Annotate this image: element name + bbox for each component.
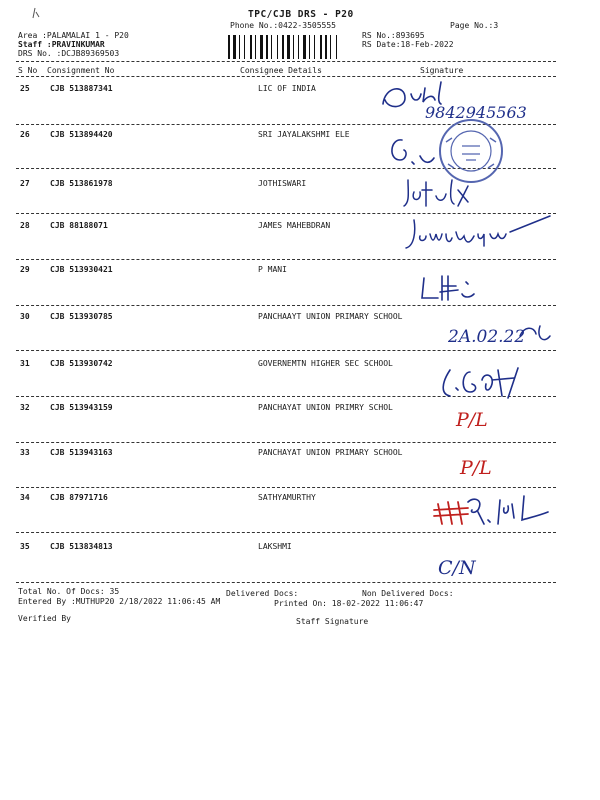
barcode-bar	[244, 35, 245, 59]
barcode-bar	[266, 35, 268, 59]
col-signature: Signature	[420, 66, 464, 75]
barcode-bar	[314, 35, 315, 59]
row-consignee: LAKSHMI	[258, 542, 292, 551]
doc-title: TPC/CJB DRS - P20	[248, 9, 354, 20]
barcode-bar	[298, 35, 299, 59]
barcode-bar	[239, 35, 240, 59]
drs-number: DRS No. :DCJB89369503	[18, 49, 120, 58]
barcode-bar	[323, 35, 324, 59]
rs-number: RS No.:893695	[362, 31, 425, 40]
barcode-bar	[309, 35, 310, 59]
row-sno: 35	[20, 542, 30, 551]
barcode-bar	[279, 35, 281, 59]
mark-row-32	[452, 400, 502, 434]
barcode-bar	[253, 35, 254, 59]
barcode-bar	[307, 35, 308, 59]
row-consignment: CJB 513894420	[50, 130, 113, 139]
row-consignment: CJB 88188071	[50, 221, 108, 230]
mark-row-33	[456, 448, 506, 482]
row-consignment: CJB 513887341	[50, 84, 113, 93]
barcode-bar	[264, 35, 265, 59]
staff-label: Staff :PRAVINKUMAR	[18, 40, 105, 49]
barcode-bar	[291, 35, 292, 59]
barcode-bar	[231, 35, 232, 59]
barcode-bar	[325, 35, 327, 59]
col-consignment: Consignment No	[47, 66, 115, 75]
row-sno: 25	[20, 84, 30, 93]
row-divider	[16, 259, 556, 260]
mark-row-32-text: P/L	[456, 409, 488, 431]
barcode-bar	[277, 35, 278, 59]
signature-row-30-text: 2A.02.22	[448, 327, 526, 347]
row-sno: 32	[20, 403, 30, 412]
signature-row-29	[418, 272, 488, 306]
mark-row-35	[434, 548, 494, 582]
barcode	[228, 35, 352, 59]
barcode-bar	[320, 35, 322, 59]
header-divider-top	[16, 61, 556, 62]
col-sno: S No	[18, 66, 38, 75]
signature-row-26	[384, 130, 444, 175]
barcode-bar	[233, 35, 236, 59]
barcode-bar	[330, 35, 331, 59]
barcode-bar	[257, 35, 259, 59]
printed-on: Printed On: 18-02-2022 11:06:47	[274, 599, 424, 608]
barcode-bar	[241, 35, 243, 59]
row-sno: 31	[20, 359, 30, 368]
area-label: Area :PALAMALAI 1 - P20	[18, 31, 129, 40]
row-consignee: JOTHISWARI	[258, 179, 307, 188]
signature-row-31	[436, 362, 536, 402]
row-consignment: CJB 513943163	[50, 448, 113, 457]
row-consignment: CJB 513930421	[50, 265, 113, 274]
barcode-bar	[269, 35, 270, 59]
signature-row-34	[428, 490, 568, 532]
barcode-bar	[338, 35, 340, 59]
barcode-bar	[255, 35, 256, 59]
row-divider	[16, 487, 556, 488]
row-consignment: CJB 513861978	[50, 179, 113, 188]
corner-mark	[30, 4, 44, 20]
barcode-bar	[228, 35, 230, 59]
row-consignee: LIC OF INDIA	[258, 84, 316, 93]
barcode-bar	[250, 35, 252, 59]
barcode-bar	[285, 35, 286, 59]
row-consignment: CJB 87971716	[50, 493, 108, 502]
footer-divider	[16, 582, 556, 583]
row-consignment: CJB 513930742	[50, 359, 113, 368]
row-consignee: SATHYAMURTHY	[258, 493, 316, 502]
delivered-docs: Delivered Docs:	[226, 589, 299, 598]
row-sno: 30	[20, 312, 30, 321]
row-sno: 33	[20, 448, 30, 457]
rs-date: RS Date:18-Feb-2022	[362, 40, 454, 49]
non-delivered-docs: Non Delivered Docs:	[362, 589, 454, 598]
mark-row-35-text: C/N	[438, 557, 476, 579]
row-consignment: CJB 513834813	[50, 542, 113, 551]
barcode-bar	[282, 35, 284, 59]
barcode-bar	[332, 35, 335, 59]
staff-signature: Staff Signature	[296, 617, 369, 626]
signature-phone-text: 9842945563	[425, 103, 527, 122]
barcode-bar	[260, 35, 263, 59]
row-consignee: PANCHAYAT UNION PRIMRY SCHOL	[258, 403, 393, 412]
barcode-bar	[303, 35, 306, 59]
barcode-bar	[311, 35, 313, 59]
total-docs: Total No. Of Docs: 35	[18, 587, 120, 596]
row-consignee: PANCHAYAT UNION PRIMARY SCHOOL	[258, 448, 403, 457]
barcode-bar	[293, 35, 294, 59]
phone-number: Phone No.:0422-3505555	[230, 21, 336, 30]
barcode-bar	[273, 35, 276, 59]
row-sno: 28	[20, 221, 30, 230]
barcode-bar	[316, 35, 319, 59]
signature-row-28	[400, 212, 550, 257]
barcode-bar	[336, 35, 337, 59]
row-consignee: PANCHAAYT UNION PRIMARY SCHOOL	[258, 312, 403, 321]
mark-row-33-text: P/L	[460, 457, 492, 479]
row-consignee: JAMES MAHEBDRAN	[258, 221, 331, 230]
row-sno: 29	[20, 265, 30, 274]
row-consignee: SRI JAYALAKSHMI ELE	[258, 130, 350, 139]
row-sno: 27	[20, 179, 30, 188]
row-sno: 26	[20, 130, 30, 139]
col-consignee: Consignee Details	[240, 66, 322, 75]
row-consignment: CJB 513930785	[50, 312, 113, 321]
barcode-bar	[328, 35, 329, 59]
signature-row-27	[398, 172, 488, 212]
verified-by: Verified By	[18, 614, 71, 623]
signature-row-30	[440, 318, 560, 354]
row-consignee: P MANI	[258, 265, 287, 274]
row-divider	[16, 532, 556, 533]
barcode-bar	[295, 35, 297, 59]
barcode-bar	[300, 35, 302, 59]
entered-by: Entered By :MUTHUP20 2/18/2022 11:06:45 AM	[18, 597, 221, 606]
row-sno: 34	[20, 493, 30, 502]
page-number: Page No.:3	[450, 21, 499, 30]
row-consignment: CJB 513943159	[50, 403, 113, 412]
row-consignee: GOVERNEMTN HIGHER SEC SCHOOL	[258, 359, 393, 368]
barcode-bar	[287, 35, 290, 59]
barcode-bar	[271, 35, 272, 59]
row-divider	[16, 442, 556, 443]
barcode-bar	[246, 35, 249, 59]
barcode-bar	[237, 35, 238, 59]
